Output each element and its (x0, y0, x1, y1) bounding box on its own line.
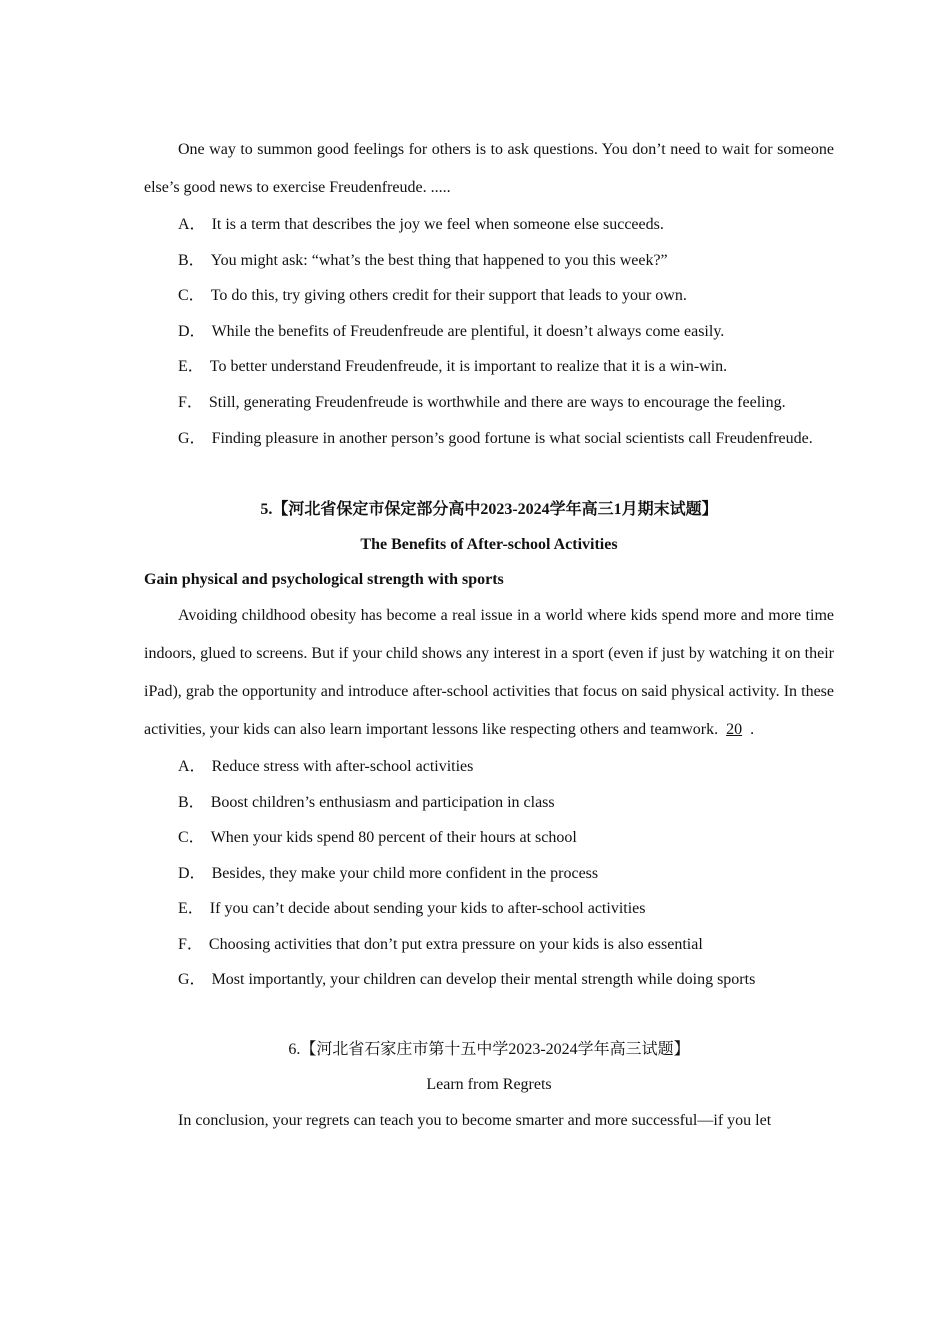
option-text: If you can’t decide about sending your kids to after-school activities (209, 900, 646, 917)
option-label: G． (178, 430, 206, 447)
option-item (144, 856, 834, 892)
section6-title: Learn from Regrets (426, 1075, 552, 1093)
option-label: E． (178, 900, 204, 917)
option-label: A． (178, 758, 206, 775)
option-label: C． (178, 829, 205, 846)
option-text: Finding pleasure in another person’s good fortune is what social scientists call Freudenfreude. (211, 430, 813, 447)
option-text: Choosing activities that don’t put extra pressure on your kids is also essential (208, 935, 703, 953)
answer-blank: 20 (726, 721, 743, 738)
option-item (144, 278, 834, 314)
section5-options (144, 749, 834, 998)
option-item (144, 385, 834, 421)
option-item (144, 207, 834, 243)
option-item (144, 785, 834, 821)
option-text: Still, generating Freudenfreude is worthwhile and there are ways to encourage the feeling. (208, 393, 786, 411)
option-item (144, 349, 834, 385)
option-label: F． (178, 393, 203, 411)
section5-title: The Benefits of After-school Activities (360, 536, 618, 553)
option-item (144, 314, 834, 350)
section4-paragraph: One way to summon good feelings for others is to ask questions. You don’t need to wait for someone else’s good news to exercise Freudenfreude. ..... (144, 141, 834, 196)
document-page (144, 131, 834, 1140)
option-text: Boost children’s enthusiasm and participation in class (210, 793, 555, 811)
option-item (144, 891, 834, 927)
option-label: D． (178, 322, 206, 340)
option-item (144, 962, 834, 998)
option-text: It is a term that describes the joy we feel when someone else succeeds. (211, 216, 664, 233)
option-text: When your kids spend 80 percent of their hours at school (210, 829, 577, 846)
option-label: D． (178, 864, 206, 882)
section5-heading: 5.【河北省保定市保定部分高中2023-2024学年高三1月期末试题】 (260, 501, 718, 518)
option-item (144, 243, 834, 279)
section6-heading: 6.【河北省石家庄市第十五中学2023-2024学年高三试题】 (288, 1040, 690, 1058)
option-text: While the benefits of Freudenfreude are plentiful, it doesn’t always come easily. (211, 322, 725, 340)
option-label: C． (178, 287, 205, 304)
option-text: Reduce stress with after-school activities (211, 758, 474, 775)
section5-paragraph (144, 597, 834, 749)
option-item (144, 927, 834, 963)
option-label: A． (178, 216, 206, 233)
option-item (144, 749, 834, 785)
section5-paragraph-text: Avoiding childhood obesity has become a real issue in a world where kids spend more and more time indoors, glued to screens. But if your child shows any interest in a sport (even if just by watching it on their iPad), grab the opportunity and introduce after-school activities that focus on said physical activity. In these activities, your kids can also learn important lessons like respecting others and teamwork. (144, 607, 834, 738)
option-text: Besides, they make your child more confident in the process (211, 864, 599, 882)
option-item (144, 820, 834, 856)
option-label: E． (178, 358, 204, 375)
section4-options (144, 207, 834, 458)
option-label: G． (178, 971, 206, 988)
option-label: B． (178, 251, 205, 269)
option-text: To better understand Freudenfreude, it is important to realize that it is a win-win. (209, 358, 728, 375)
option-label: B． (178, 793, 205, 811)
section6-paragraph: In conclusion, your regrets can teach you to become smarter and more successful—if you let (178, 1111, 772, 1129)
option-label: F． (178, 935, 203, 953)
section5-subheading: Gain physical and psychological strength with sports (144, 571, 504, 588)
option-text: You might ask: “what’s the best thing that happened to you this week?” (210, 251, 668, 269)
option-item (144, 420, 834, 458)
option-text: To do this, try giving others credit for their support that leads to your own. (210, 287, 687, 304)
blank-suffix: . (750, 721, 755, 738)
option-text: Most importantly, your children can develop their mental strength while doing sports (211, 971, 756, 988)
